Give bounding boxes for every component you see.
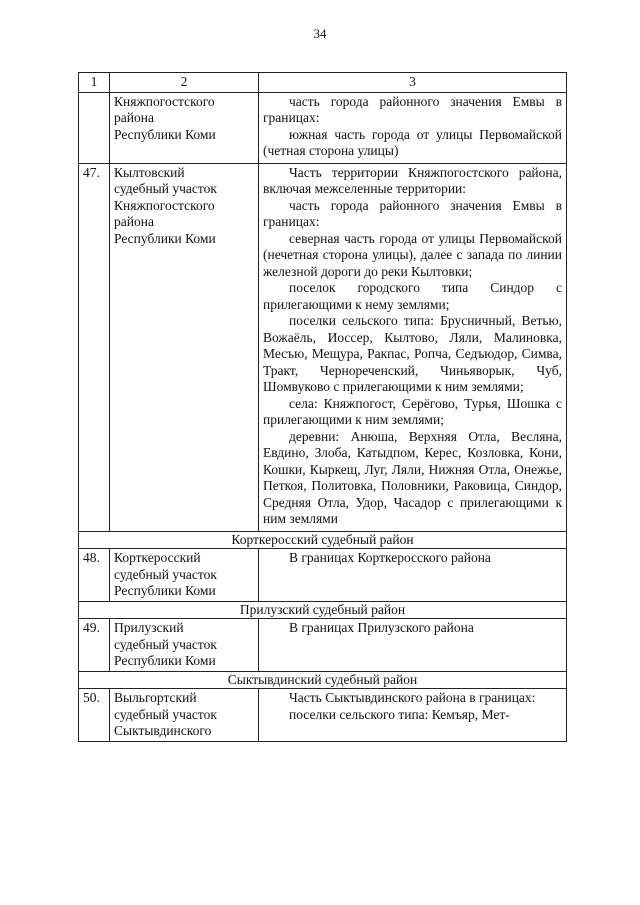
court-site-name-line: района — [114, 110, 154, 125]
court-site-name-line: Республики Коми — [114, 583, 216, 598]
court-site-name-line: судебный участок — [114, 181, 217, 196]
table-row — [79, 689, 567, 742]
court-site-name — [110, 549, 259, 602]
court-site-name-line: Княжпогостского — [114, 93, 215, 109]
territory-description — [259, 619, 567, 672]
court-site-name-line: Республики Коми — [114, 230, 216, 246]
territory-description — [259, 549, 567, 602]
territory-paragraph: южная часть города от улицы Первомайской (четная сторона улицы) — [263, 126, 562, 158]
court-site-name-line: Прилузский — [114, 620, 184, 635]
header-col-3: 3 — [259, 73, 567, 93]
section-header-row — [79, 601, 567, 619]
section-header-row — [79, 531, 567, 549]
table-row — [79, 549, 567, 602]
territory-paragraph: часть города районного значения Емвы в границах: — [263, 93, 562, 125]
court-site-name-line: Сыктывдинского — [114, 723, 212, 738]
court-site-name-line: Корткеросский — [114, 550, 201, 565]
territory-paragraph: В границах Прилузского района — [289, 620, 474, 635]
table-header-row — [79, 73, 567, 93]
court-districts-table — [78, 72, 567, 742]
court-site-name-line: судебный участок — [114, 636, 217, 652]
territory-description — [259, 689, 567, 742]
territory-paragraph: поселки сельского типа: Брусничный, Ветью, Вожаёль, Иоссер, Кылтово, Ляли, Малиновка, Месъю, Мещура, Ракпас, Ропча, Седъюдор, Симва, Тракт, Чернореченский, Чиньяворык, Чуб, Шомвуково с прилегающими к ним землями; — [263, 313, 562, 394]
row-number: 47. — [79, 163, 110, 531]
territory-paragraph: Часть Сыктывдинского района в границах: — [289, 690, 536, 705]
territory-description — [259, 163, 567, 531]
court-site-name-line: Кылтовский — [114, 164, 185, 180]
header-col-1: 1 — [79, 73, 110, 93]
section-title: Прилузский судебный район — [79, 601, 567, 619]
territory-paragraph: поселок городского типа Синдор с прилегающими к нему землями; — [263, 280, 562, 312]
section-header-row — [79, 671, 567, 689]
court-site-name-line: района — [114, 214, 154, 229]
territory-paragraph: села: Княжпогост, Серёгово, Турья, Шошка с прилегающими к ним землями; — [263, 395, 562, 427]
territory-paragraph: деревни: Анюша, Верхняя Отла, Весляна, Евдино, Злоба, Катыдпом, Керес, Козловка, Кони, Кошки, Кыркещ, Луг, Ляли, Нижняя Отла, Онежье, Петкоя, Политовка, Половники, Раковица, Синдор, Средняя Отла, Удор, Часадор с прилегающими к ним землями — [263, 428, 562, 526]
court-site-name — [110, 163, 259, 531]
court-site-name-line: судебный участок — [114, 566, 217, 582]
table-row — [79, 92, 567, 163]
court-site-name-line: судебный участок — [114, 706, 217, 722]
row-number — [79, 92, 110, 163]
court-site-name-line: Княжпогостского — [114, 197, 215, 213]
row-number: 49. — [79, 619, 110, 672]
territory-description — [259, 92, 567, 163]
territory-paragraph: В границах Корткеросского района — [289, 550, 491, 565]
row-number: 48. — [79, 549, 110, 602]
court-site-name — [110, 689, 259, 742]
section-title: Сыктывдинский судебный район — [79, 671, 567, 689]
table-row — [79, 619, 567, 672]
court-site-name-line: Республики Коми — [114, 126, 216, 142]
section-title: Корткеросский судебный район — [79, 531, 567, 549]
court-site-name-line: Выльгортский — [114, 690, 197, 705]
table-row — [79, 163, 567, 531]
court-site-name-line: Республики Коми — [114, 653, 216, 668]
row-number: 50. — [79, 689, 110, 742]
territory-paragraph: часть города районного значения Емвы в границах: — [263, 197, 562, 229]
territory-paragraph: Часть территории Княжпогостского района, включая межселенные территории: — [263, 164, 562, 196]
territory-paragraph: северная часть города от улицы Первомайской (нечетная сторона улицы), далее с запада по линии железной дороги до реки Кылтовки; — [263, 230, 562, 279]
court-site-name — [110, 92, 259, 163]
territory-paragraph: поселки сельского типа: Кемъяр, Мет- — [289, 706, 510, 722]
table-body — [79, 92, 567, 741]
court-site-name — [110, 619, 259, 672]
page-number: 34 — [313, 26, 327, 41]
header-col-2: 2 — [110, 73, 259, 93]
